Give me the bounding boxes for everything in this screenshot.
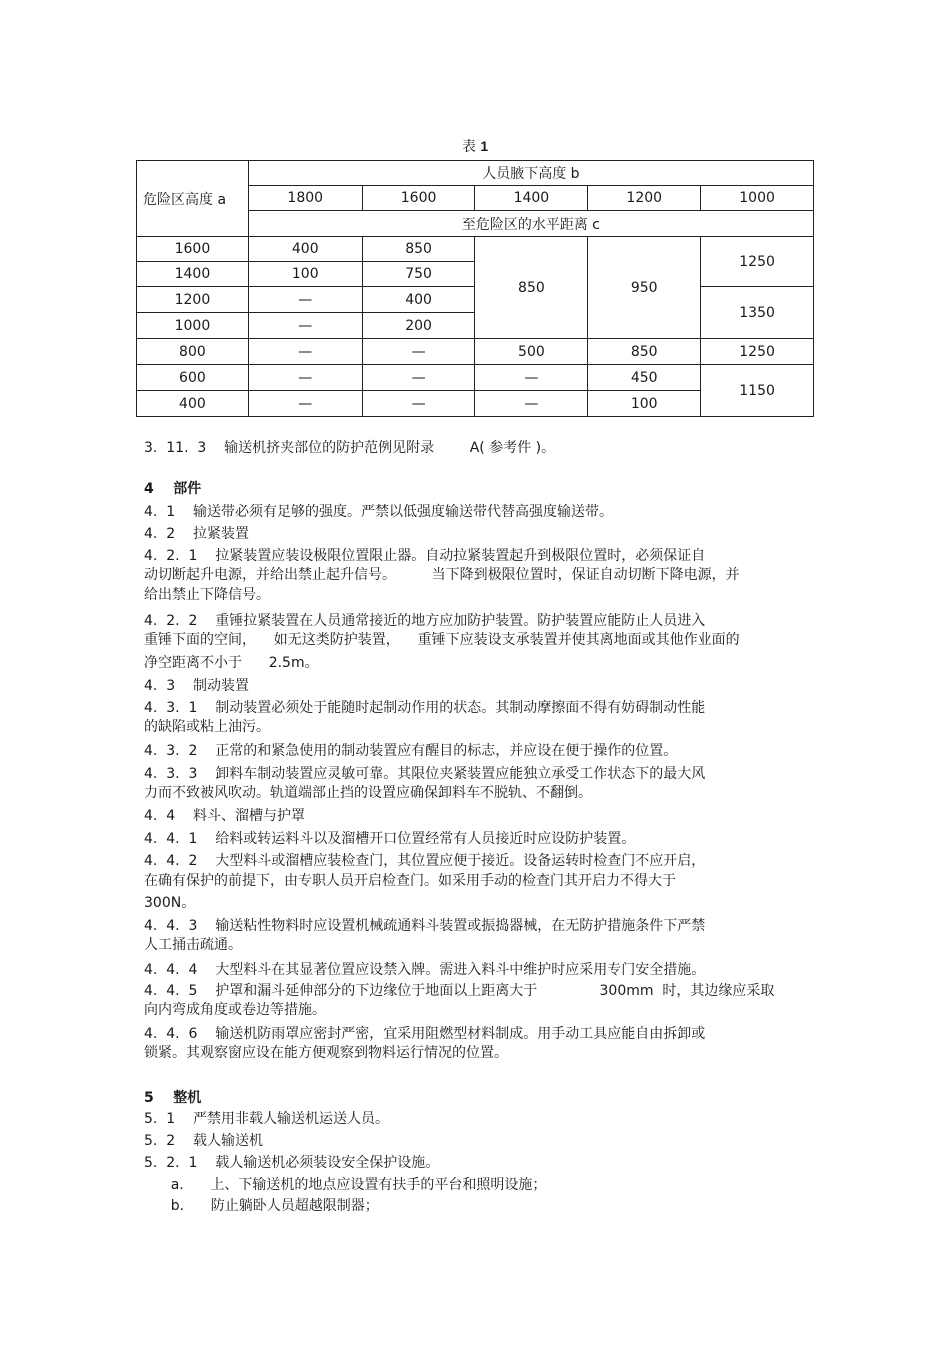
table-cell: 750 [362, 262, 475, 287]
clause-4-4-5-cont: 向内弯成角度或卷边等措施。 [144, 1002, 326, 1018]
table-cell: 450 [588, 365, 701, 391]
clause-4-2-1-cont: 动切断起升电源，并给出禁止起升信号。 当下降到极限位置时，保证自动切断下降电源，并 [144, 567, 740, 583]
clause-4-3-3-cont: 力而不致被风吹动。轨道端部止挡的设置应确保卸料车不脱轨、不翻倒。 [144, 785, 592, 801]
caption-prefix: 表 [461, 139, 476, 155]
clause-4-3: 4. 3 制动装置 [144, 678, 249, 694]
table-cell: 400 [248, 237, 362, 262]
table-cell: 500 [475, 339, 588, 365]
armpit-height-col: 1000 [701, 186, 814, 211]
merged-cell-1000: 1350 [701, 287, 814, 339]
merged-cell-1200: 950 [588, 237, 701, 339]
clause-4-4-5: 4. 4. 5 护罩和漏斗延伸部分的下边缘位于地面以上距离大于 300mm 时，其边缘应采取 [144, 983, 775, 999]
armpit-height-col: 1600 [362, 186, 475, 211]
distance-table [136, 160, 814, 417]
table-caption [0, 136, 950, 156]
table-cell: 800 [137, 339, 249, 365]
clause-4-4-3: 4. 4. 3 输送粘性物料时应设置机械疏通料斗装置或振捣器械，在无防护措施条件下严禁 [144, 918, 706, 934]
caption-number: 1 [480, 138, 489, 154]
section-5-heading: 5 整机 [144, 1090, 202, 1106]
table-cell: — [475, 391, 588, 417]
clause-4-2: 4. 2 拉紧装置 [144, 526, 249, 542]
clause-4-4: 4. 4 料斗、溜槽与护罩 [144, 808, 305, 824]
table-cell: 400 [137, 391, 249, 417]
hazard-height-header: 危险区高度 a [137, 161, 249, 237]
table-cell: 600 [137, 365, 249, 391]
clause-4-2-1: 4. 2. 1 拉紧装置应装设极限位置限止器。自动拉紧装置起升到极限位置时，必须保证自 [144, 548, 706, 564]
clause-4-2-2-cont: 重锤下面的空间， 如无这类防护装置， 重锤下应装设支承装置并使其离地面或其他作业面的 [144, 632, 740, 648]
clause-4-2-2-cont: 净空距离不小于 2.5m。 [144, 655, 319, 671]
table-cell: — [248, 391, 362, 417]
clause-4-3-3: 4. 3. 3 卸料车制动装置应灵敏可靠。其限位夹紧装置应能独立承受工作状态下的最大风 [144, 766, 706, 782]
armpit-height-col: 1800 [248, 186, 362, 211]
clause-4-4-6: 4. 4. 6 输送机防雨罩应密封严密，宜采用阻燃型材料制成。用手动工具应能自由拆卸或 [144, 1026, 706, 1042]
section-4-heading: 4 部件 [144, 481, 202, 497]
table-cell: — [475, 365, 588, 391]
table-cell: 1000 [137, 313, 249, 339]
merged-cell-1400: 850 [475, 237, 588, 339]
table-cell: 1400 [137, 262, 249, 287]
table-cell: 200 [362, 313, 475, 339]
armpit-height-header: 人员腋下高度 b [248, 161, 813, 186]
table-cell: — [362, 391, 475, 417]
table-cell: — [362, 365, 475, 391]
table-cell: — [248, 287, 362, 313]
table-cell: 100 [588, 391, 701, 417]
clause-5-2: 5. 2 载人输送机 [144, 1133, 263, 1149]
table-cell: 850 [362, 237, 475, 262]
clause-4-2-2: 4. 2. 2 重锤拉紧装置在人员通常接近的地方应加防护装置。防护装置应能防止人员进入 [144, 613, 706, 629]
table-cell: 1200 [137, 287, 249, 313]
clause-4-1: 4. 1 输送带必须有足够的强度。严禁以低强度输送带代替高强度输送带。 [144, 504, 613, 520]
armpit-height-col: 1400 [475, 186, 588, 211]
table-cell: — [248, 339, 362, 365]
clause-4-2-1-cont: 给出禁止下降信号。 [144, 587, 270, 603]
table-cell: 1600 [137, 237, 249, 262]
table-cell: — [248, 313, 362, 339]
clause-4-3-1-cont: 的缺陷或粘上油污。 [144, 719, 270, 735]
clause-4-4-2-cont: 在确有保护的前提下，由专职人员开启检查门。如采用手动的检查门其开启力不得大于 [144, 873, 676, 889]
clause-4-3-1: 4. 3. 1 制动装置必须处于能随时起制动作用的状态。其制动摩擦面不得有妨碍制动性能 [144, 700, 706, 716]
distance-header: 至危险区的水平距离 c [248, 211, 813, 237]
clause-5-1: 5. 1 严禁用非载人输送机运送人员。 [144, 1111, 389, 1127]
table-cell: 400 [362, 287, 475, 313]
clause-3-11-3: 3. 11. 3 输送机挤夹部位的防护范例见附录 A( 参考件 )。 [144, 440, 556, 456]
clause-4-4-4: 4. 4. 4 大型料斗在其显著位置应设禁入牌。需进入料斗中维护时应采用专门安全措施。 [144, 962, 706, 978]
clause-4-4-2-cont: 300N。 [144, 895, 196, 911]
list-item-b: b. 防止躺卧人员超越限制器； [144, 1198, 379, 1214]
clause-4-4-3-cont: 人工捅击疏通。 [144, 937, 242, 953]
list-item-a: a. 上、下输送机的地点应设置有扶手的平台和照明设施； [144, 1177, 547, 1193]
clause-5-2-1: 5. 2. 1 载人输送机必须装设安全保护设施。 [144, 1155, 440, 1171]
table-cell: 1250 [701, 339, 814, 365]
clause-4-4-1: 4. 4. 1 给料或转运料斗以及溜槽开口位置经常有人员接近时应设防护装置。 [144, 831, 636, 847]
table-cell: — [248, 365, 362, 391]
table-cell: 850 [588, 339, 701, 365]
table-cell: — [362, 339, 475, 365]
merged-cell-1000: 1250 [701, 237, 814, 287]
table-cell: 100 [248, 262, 362, 287]
armpit-height-col: 1200 [588, 186, 701, 211]
clause-4-4-6-cont: 锁紧。其观察窗应设在能方便观察到物料运行情况的位置。 [144, 1045, 508, 1061]
merged-cell-1000: 1150 [701, 365, 814, 417]
clause-4-3-2: 4. 3. 2 正常的和紧急使用的制动装置应有醒目的标志，并应设在便于操作的位置。 [144, 743, 678, 759]
clause-4-4-2: 4. 4. 2 大型料斗或溜槽应装检查门，其位置应便于接近。设备运转时检查门不应开启， [144, 853, 706, 869]
